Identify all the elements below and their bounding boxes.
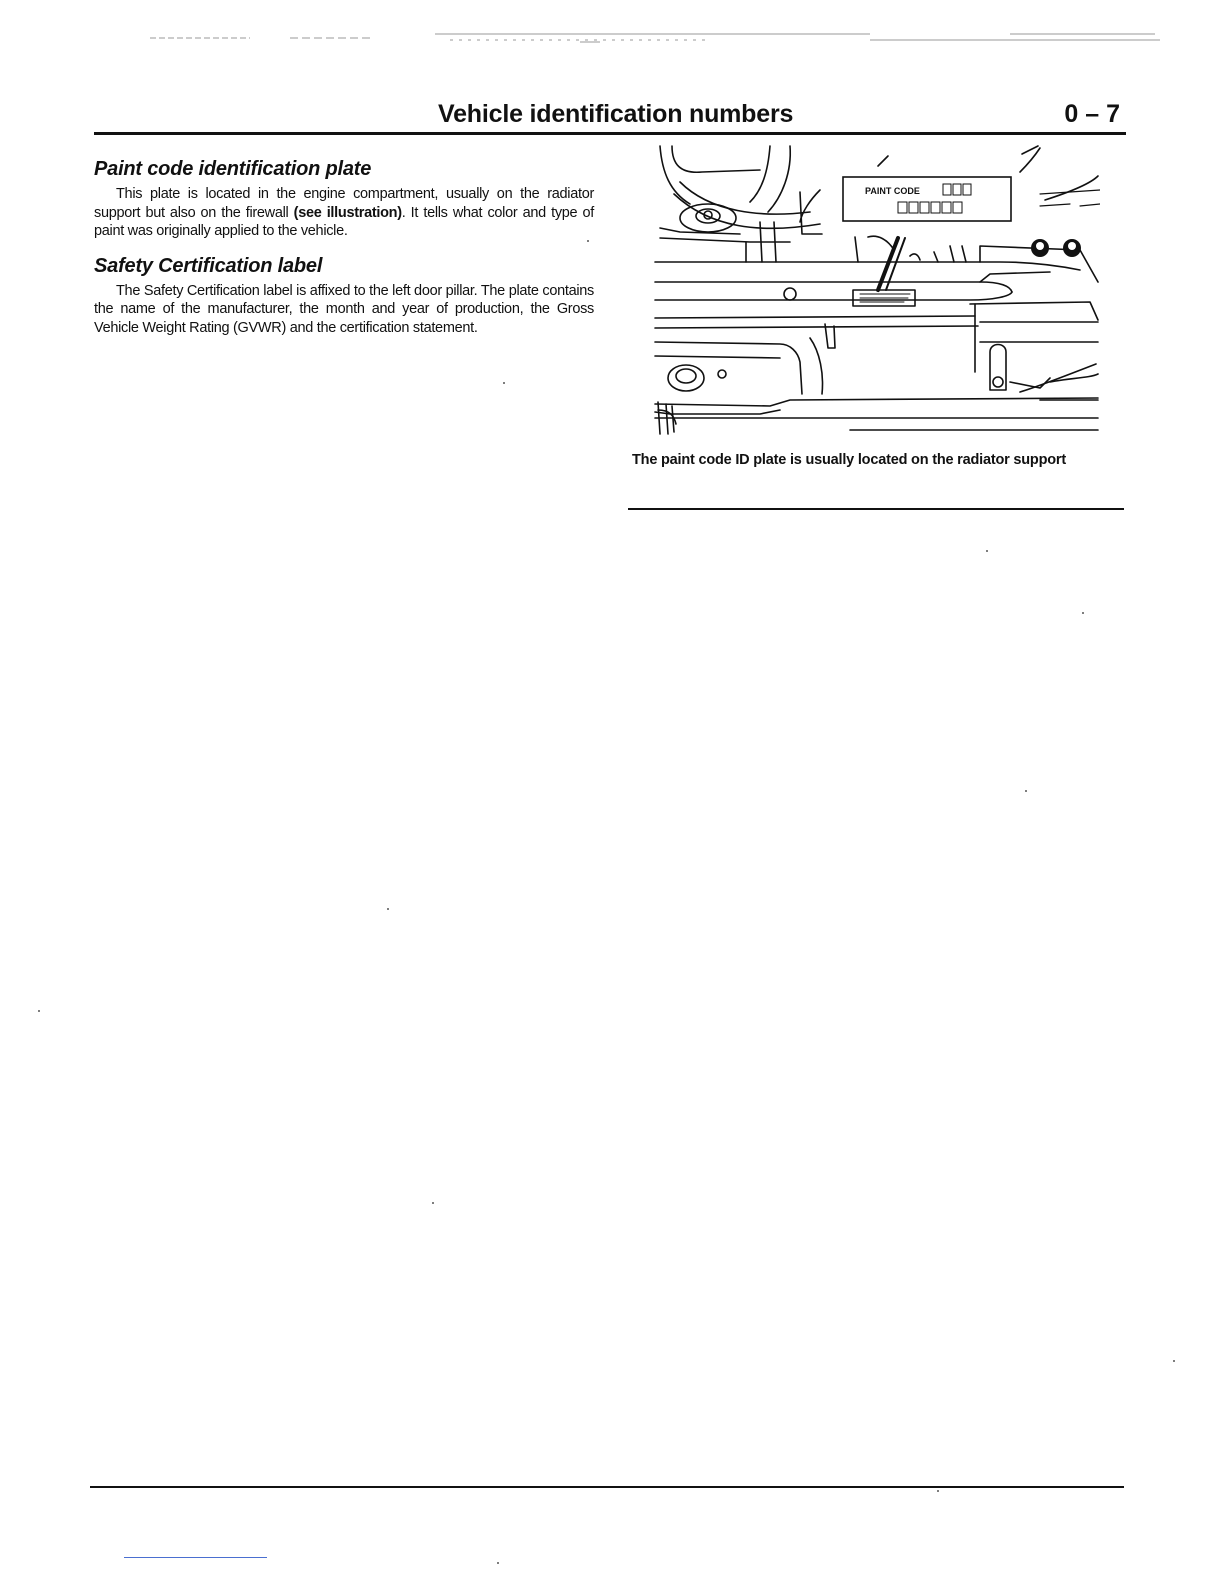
scan-speck	[387, 908, 389, 910]
page-header	[94, 98, 1126, 135]
scan-speck	[937, 1490, 939, 1492]
page-number: 0 – 7	[1064, 100, 1120, 128]
scan-artifact-lines	[150, 30, 1160, 44]
paint-code-callout-box	[843, 177, 1011, 221]
body-text-bold: (see illustration)	[293, 204, 402, 221]
section-body	[94, 185, 594, 241]
section-safety-label	[94, 255, 594, 338]
text-column	[94, 158, 594, 351]
footer-divider	[90, 1486, 1124, 1488]
scan-speck	[432, 1202, 434, 1204]
caption-divider	[628, 508, 1124, 510]
scan-speck	[497, 1562, 499, 1564]
radiator-support-illustration	[650, 142, 1100, 442]
scan-speck	[587, 240, 589, 242]
body-text: . It tells what color and type of paint was originally applied to the vehicle.	[94, 204, 595, 239]
scan-artifact-line	[124, 1557, 267, 1558]
paint-code-label: PAINT CODE	[865, 186, 920, 196]
engine-bay-line-drawing	[650, 142, 1100, 442]
scan-speck	[1025, 790, 1027, 792]
section-heading: Safety Certification label	[94, 254, 323, 277]
scan-speck	[38, 1010, 40, 1012]
scan-speck	[986, 550, 988, 552]
scan-speck	[503, 382, 505, 384]
page-title: Vehicle identification numbers	[438, 100, 794, 128]
scan-speck	[1173, 1360, 1175, 1362]
body-text: This plate is located in the engine compartment, usually on the radiator support but also on the firewall	[94, 186, 594, 221]
scan-speck	[1082, 612, 1084, 614]
figure-caption: The paint code ID plate is usually located on the radiator support	[632, 452, 1066, 468]
section-body: The Safety Certification label is affixed to the left door pillar. The plate contains the name of the manufacturer, the month and year of production, the Gross Vehicle Weight Rating (GVWR) and the certification statement.	[94, 282, 594, 336]
section-paint-code	[94, 158, 594, 241]
section-heading: Paint code identification plate	[94, 158, 372, 180]
